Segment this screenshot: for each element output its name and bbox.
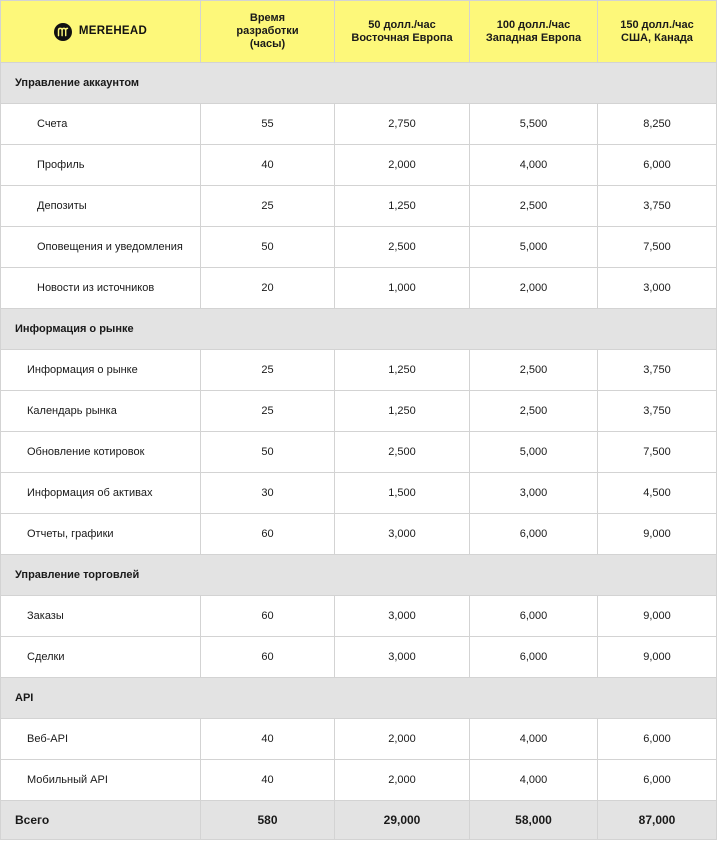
- table-row: [1, 473, 717, 514]
- row-label: Информация об активах: [1, 473, 201, 514]
- merehead-logo: [1, 23, 200, 41]
- table-row: [1, 391, 717, 432]
- col-header-hours-line2: разработки: [236, 25, 299, 37]
- row-hours: 40: [201, 760, 335, 801]
- row-eastern-europe: 1,250: [335, 186, 470, 227]
- row-eastern-europe: 2,750: [335, 104, 470, 145]
- table-row: [1, 104, 717, 145]
- row-western-europe: 5,500: [470, 104, 598, 145]
- row-eastern-europe: 1,250: [335, 391, 470, 432]
- brand-cell: [1, 1, 201, 63]
- row-label: Отчеты, графики: [1, 514, 201, 555]
- row-western-europe: 4,000: [470, 145, 598, 186]
- row-label: Сделки: [1, 637, 201, 678]
- row-eastern-europe: 2,000: [335, 760, 470, 801]
- row-usa-canada: 3,750: [598, 391, 717, 432]
- section-title: API: [1, 678, 717, 719]
- section-title: Управление торговлей: [1, 555, 717, 596]
- row-usa-canada: 9,000: [598, 514, 717, 555]
- col-header-hours-line1: Время: [249, 12, 286, 24]
- row-hours: 40: [201, 719, 335, 760]
- col-header-we-region: Западная Европа: [485, 31, 582, 44]
- row-label: Заказы: [1, 596, 201, 637]
- table-row: [1, 596, 717, 637]
- row-eastern-europe: 1,500: [335, 473, 470, 514]
- row-usa-canada: 8,250: [598, 104, 717, 145]
- section-row: [1, 309, 717, 350]
- section-row: [1, 555, 717, 596]
- row-hours: 50: [201, 227, 335, 268]
- table-row: [1, 432, 717, 473]
- row-eastern-europe: 3,000: [335, 637, 470, 678]
- row-label: Информация о рынке: [1, 350, 201, 391]
- row-label: Мобильный API: [1, 760, 201, 801]
- table-row: [1, 637, 717, 678]
- row-usa-canada: 3,000: [598, 268, 717, 309]
- row-label: Оповещения и уведомления: [1, 227, 201, 268]
- row-usa-canada: 3,750: [598, 350, 717, 391]
- row-label: Новости из источников: [1, 268, 201, 309]
- row-label: Профиль: [1, 145, 201, 186]
- row-hours: 25: [201, 391, 335, 432]
- col-header-western-europe: [470, 1, 598, 63]
- row-hours: 60: [201, 514, 335, 555]
- row-usa-canada: 7,500: [598, 432, 717, 473]
- row-eastern-europe: 2,000: [335, 719, 470, 760]
- row-western-europe: 6,000: [470, 514, 598, 555]
- row-eastern-europe: 3,000: [335, 514, 470, 555]
- row-eastern-europe: 3,000: [335, 596, 470, 637]
- table-row: [1, 186, 717, 227]
- row-hours: 40: [201, 145, 335, 186]
- row-label: Счета: [1, 104, 201, 145]
- row-usa-canada: 6,000: [598, 145, 717, 186]
- row-western-europe: 2,500: [470, 186, 598, 227]
- row-label: Веб-API: [1, 719, 201, 760]
- section-row: [1, 678, 717, 719]
- row-usa-canada: 6,000: [598, 719, 717, 760]
- col-header-we-rate: 100 долл./час: [496, 18, 571, 31]
- row-western-europe: 2,000: [470, 268, 598, 309]
- table-body: [1, 63, 717, 801]
- row-usa-canada: 9,000: [598, 596, 717, 637]
- row-usa-canada: 6,000: [598, 760, 717, 801]
- col-header-hours: [201, 1, 335, 63]
- row-hours: 30: [201, 473, 335, 514]
- row-label: Депозиты: [1, 186, 201, 227]
- total-hours: 580: [201, 801, 335, 840]
- table-row: [1, 145, 717, 186]
- row-western-europe: 2,500: [470, 350, 598, 391]
- row-eastern-europe: 1,000: [335, 268, 470, 309]
- total-usa-canada: 87,000: [598, 801, 717, 840]
- row-eastern-europe: 2,000: [335, 145, 470, 186]
- merehead-logo-icon: [54, 23, 72, 41]
- col-header-ee-rate: 50 долл./час: [368, 18, 436, 31]
- table-row: [1, 719, 717, 760]
- col-header-ee-region: Восточная Европа: [351, 31, 453, 44]
- col-header-us-rate: 150 долл./час: [620, 18, 694, 31]
- header-row: [1, 1, 717, 63]
- row-western-europe: 6,000: [470, 596, 598, 637]
- table-row: [1, 760, 717, 801]
- row-hours: 55: [201, 104, 335, 145]
- section-row: [1, 63, 717, 104]
- row-hours: 60: [201, 596, 335, 637]
- table-row: [1, 350, 717, 391]
- section-title: Управление аккаунтом: [1, 63, 717, 104]
- section-title: Информация о рынке: [1, 309, 717, 350]
- row-western-europe: 5,000: [470, 432, 598, 473]
- row-western-europe: 5,000: [470, 227, 598, 268]
- row-hours: 50: [201, 432, 335, 473]
- row-western-europe: 3,000: [470, 473, 598, 514]
- table-row: [1, 268, 717, 309]
- row-label: Обновление котировок: [1, 432, 201, 473]
- row-hours: 25: [201, 186, 335, 227]
- row-eastern-europe: 2,500: [335, 227, 470, 268]
- row-label: Календарь рынка: [1, 391, 201, 432]
- row-western-europe: 4,000: [470, 719, 598, 760]
- col-header-hours-line3: (часы): [249, 38, 286, 50]
- row-western-europe: 4,000: [470, 760, 598, 801]
- table-row: [1, 227, 717, 268]
- row-hours: 25: [201, 350, 335, 391]
- total-row: [1, 801, 717, 840]
- row-western-europe: 6,000: [470, 637, 598, 678]
- col-header-usa-canada: [598, 1, 717, 63]
- row-usa-canada: 7,500: [598, 227, 717, 268]
- row-usa-canada: 4,500: [598, 473, 717, 514]
- row-usa-canada: 3,750: [598, 186, 717, 227]
- row-hours: 20: [201, 268, 335, 309]
- row-hours: 60: [201, 637, 335, 678]
- row-eastern-europe: 1,250: [335, 350, 470, 391]
- row-eastern-europe: 2,500: [335, 432, 470, 473]
- total-label: Всего: [1, 801, 201, 840]
- row-usa-canada: 9,000: [598, 637, 717, 678]
- row-western-europe: 2,500: [470, 391, 598, 432]
- col-header-eastern-europe: [335, 1, 470, 63]
- table-row: [1, 514, 717, 555]
- total-eastern-europe: 29,000: [335, 801, 470, 840]
- brand-name: MEREHEAD: [78, 25, 148, 37]
- col-header-us-region: США, Канада: [621, 31, 693, 44]
- total-western-europe: 58,000: [470, 801, 598, 840]
